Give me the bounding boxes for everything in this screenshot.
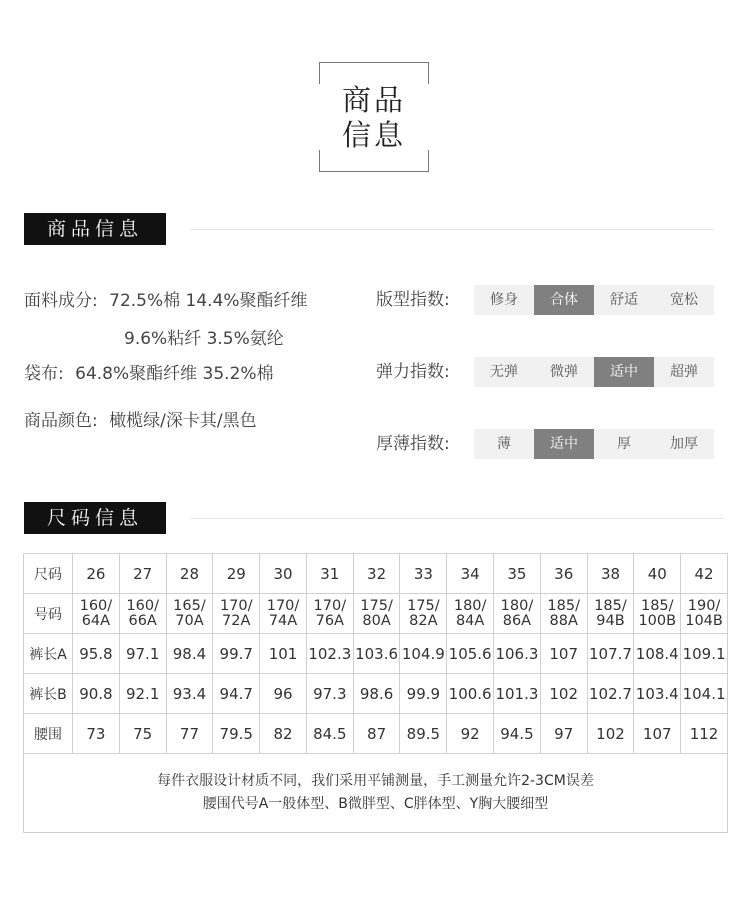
row-header: 裤长A <box>24 634 73 674</box>
table-cell <box>213 594 260 634</box>
section-divider <box>190 518 724 519</box>
title-box-corner <box>319 62 320 84</box>
pocket-row <box>24 362 274 386</box>
title-box-corner <box>319 150 320 172</box>
color-row <box>24 409 257 433</box>
cell-line: 70A <box>175 612 204 629</box>
table-cell <box>353 594 400 634</box>
table-cell <box>166 594 213 634</box>
fabric-value-line2: 9.6%粘纤 3.5%氨纶 <box>124 329 284 349</box>
cell-line: 190/ <box>687 597 721 614</box>
thickness-index-scale <box>474 429 714 459</box>
cell-line: 82A <box>409 612 438 629</box>
table-cell: 75 <box>119 714 166 754</box>
cell-line: 175/ <box>360 597 393 614</box>
size-table <box>23 553 728 833</box>
table-cell: 79.5 <box>213 714 260 754</box>
table-cell: 93.4 <box>166 674 213 714</box>
table-cell <box>119 594 166 634</box>
cell-line: 74A <box>268 612 298 629</box>
cell-line: 80A <box>362 612 391 629</box>
section-divider <box>190 229 714 230</box>
table-cell <box>260 594 307 634</box>
table-cell: 94.7 <box>213 674 260 714</box>
table-cell: 107 <box>540 634 587 674</box>
table-cell: 99.9 <box>400 674 447 714</box>
table-cell <box>400 594 447 634</box>
table-cell: 112 <box>681 714 728 754</box>
thickness-option: 适中 <box>534 429 594 459</box>
table-cell: 100.6 <box>447 674 494 714</box>
title-box <box>319 62 429 172</box>
cell-line: 160/ <box>126 597 159 614</box>
color-label: 商品颜色: <box>24 411 98 431</box>
cell-line: 185/ <box>594 597 627 614</box>
table-cell: 103.4 <box>634 674 681 714</box>
table-cell: 73 <box>73 714 120 754</box>
cell-line: 165/ <box>173 597 206 614</box>
title-box-corner <box>428 150 429 172</box>
table-cell: 98.4 <box>166 634 213 674</box>
table-cell: 102 <box>540 674 587 714</box>
color-value: 橄榄绿/深卡其/黑色 <box>109 411 257 431</box>
fit-option: 宽松 <box>654 285 714 315</box>
table-cell: 101 <box>260 634 307 674</box>
stretch-option: 适中 <box>594 357 654 387</box>
stretch-option: 微弹 <box>534 357 594 387</box>
note-line-1: 每件衣服设计材质不同，我们采用平铺测量，手工测量允许2-3CM误差 <box>157 773 594 789</box>
table-cell <box>447 594 494 634</box>
table-cell: 109.1 <box>681 634 728 674</box>
size-info-header: 尺码信息 <box>24 502 166 534</box>
table-cell <box>681 594 728 634</box>
note-line-2: 腰围代号A一般体型、B微胖型、C胖体型、Y胸大腰细型 <box>202 796 549 812</box>
fit-option: 合体 <box>534 285 594 315</box>
cell-line: 170/ <box>313 597 347 614</box>
cell-line: 185/ <box>547 597 580 614</box>
table-cell: 40 <box>634 554 681 594</box>
cell-line: 76A <box>315 612 344 629</box>
fit-index-scale <box>474 285 714 315</box>
table-cell: 42 <box>681 554 728 594</box>
row-header: 裤长B <box>24 674 73 714</box>
cell-line: 180/ <box>500 597 534 614</box>
title-box-bottom-edge <box>319 171 429 172</box>
cell-line: 175/ <box>407 597 440 614</box>
cell-line: 170/ <box>266 597 300 614</box>
table-cell <box>540 594 587 634</box>
table-cell: 99.7 <box>213 634 260 674</box>
table-cell: 102.3 <box>306 634 353 674</box>
table-cell: 97 <box>540 714 587 754</box>
cell-line: 66A <box>128 612 157 629</box>
table-cell: 92 <box>447 714 494 754</box>
stretch-option: 无弹 <box>474 357 534 387</box>
cell-line: 100B <box>638 612 677 629</box>
table-row <box>24 714 728 754</box>
row-header: 号码 <box>24 594 73 634</box>
fit-index-label: 版型指数: <box>376 290 450 310</box>
table-cell: 35 <box>494 554 541 594</box>
fabric-value-line1: 72.5%棉 14.4%聚酯纤维 <box>109 291 308 311</box>
table-cell: 96 <box>260 674 307 714</box>
table-cell: 107 <box>634 714 681 754</box>
table-cell: 107.7 <box>587 634 634 674</box>
table-cell <box>494 594 541 634</box>
table-cell <box>306 594 353 634</box>
cell-line: 94B <box>596 612 625 629</box>
stretch-index-scale <box>474 357 714 387</box>
table-cell: 97.3 <box>306 674 353 714</box>
thickness-option: 厚 <box>594 429 654 459</box>
note-row <box>24 754 728 833</box>
thickness-option: 薄 <box>474 429 534 459</box>
table-row <box>24 594 728 634</box>
table-cell: 82 <box>260 714 307 754</box>
table-cell: 102.7 <box>587 674 634 714</box>
table-cell: 98.6 <box>353 674 400 714</box>
cell-line: 104B <box>685 612 723 629</box>
table-cell: 33 <box>400 554 447 594</box>
table-cell: 105.6 <box>447 634 494 674</box>
table-cell: 102 <box>587 714 634 754</box>
table-row <box>24 634 728 674</box>
cell-line: 64A <box>81 612 111 629</box>
table-cell: 84.5 <box>306 714 353 754</box>
table-row <box>24 674 728 714</box>
table-cell: 34 <box>447 554 494 594</box>
cell-line: 160/ <box>79 597 113 614</box>
cell-line: 84A <box>455 612 485 629</box>
stretch-index-label: 弹力指数: <box>376 362 450 382</box>
cell-line: 88A <box>549 612 578 629</box>
table-cell: 26 <box>73 554 120 594</box>
table-cell: 92.1 <box>119 674 166 714</box>
table-cell: 36 <box>540 554 587 594</box>
table-cell <box>587 594 634 634</box>
fabric-row <box>24 289 308 313</box>
table-cell: 104.1 <box>681 674 728 714</box>
table-cell: 103.6 <box>353 634 400 674</box>
table-cell: 90.8 <box>73 674 120 714</box>
product-info-header: 商品信息 <box>24 213 166 245</box>
thickness-option: 加厚 <box>654 429 714 459</box>
table-cell: 29 <box>213 554 260 594</box>
table-cell <box>73 594 120 634</box>
table-cell: 97.1 <box>119 634 166 674</box>
pocket-label: 袋布: <box>24 364 64 384</box>
table-cell: 32 <box>353 554 400 594</box>
measurement-note <box>24 754 728 833</box>
table-cell: 106.3 <box>494 634 541 674</box>
fit-option: 舒适 <box>594 285 654 315</box>
table-cell: 28 <box>166 554 213 594</box>
thickness-index-label: 厚薄指数: <box>376 434 450 454</box>
cell-line: 180/ <box>453 597 487 614</box>
cell-line: 86A <box>502 612 532 629</box>
table-cell: 31 <box>306 554 353 594</box>
table-cell: 95.8 <box>73 634 120 674</box>
pocket-value: 64.8%聚酯纤维 35.2%棉 <box>75 364 274 384</box>
fabric-label: 面料成分: <box>24 291 98 311</box>
title-box-corner <box>428 62 429 84</box>
table-row <box>24 554 728 594</box>
table-cell: 104.9 <box>400 634 447 674</box>
table-cell: 89.5 <box>400 714 447 754</box>
cell-line: 72A <box>222 612 251 629</box>
fit-option: 修身 <box>474 285 534 315</box>
table-cell <box>634 594 681 634</box>
row-header: 腰围 <box>24 714 73 754</box>
stretch-option: 超弹 <box>654 357 714 387</box>
table-cell: 38 <box>587 554 634 594</box>
cell-line: 170/ <box>219 597 253 614</box>
table-cell: 87 <box>353 714 400 754</box>
cell-line: 185/ <box>640 597 674 614</box>
title-box-top-edge <box>319 62 429 63</box>
table-cell: 77 <box>166 714 213 754</box>
title-line-2: 信息 <box>341 118 406 152</box>
table-cell: 101.3 <box>494 674 541 714</box>
title-line-1: 商品 <box>341 83 406 117</box>
table-cell: 30 <box>260 554 307 594</box>
row-header: 尺码 <box>24 554 73 594</box>
table-cell: 108.4 <box>634 634 681 674</box>
table-cell: 27 <box>119 554 166 594</box>
table-cell: 94.5 <box>494 714 541 754</box>
